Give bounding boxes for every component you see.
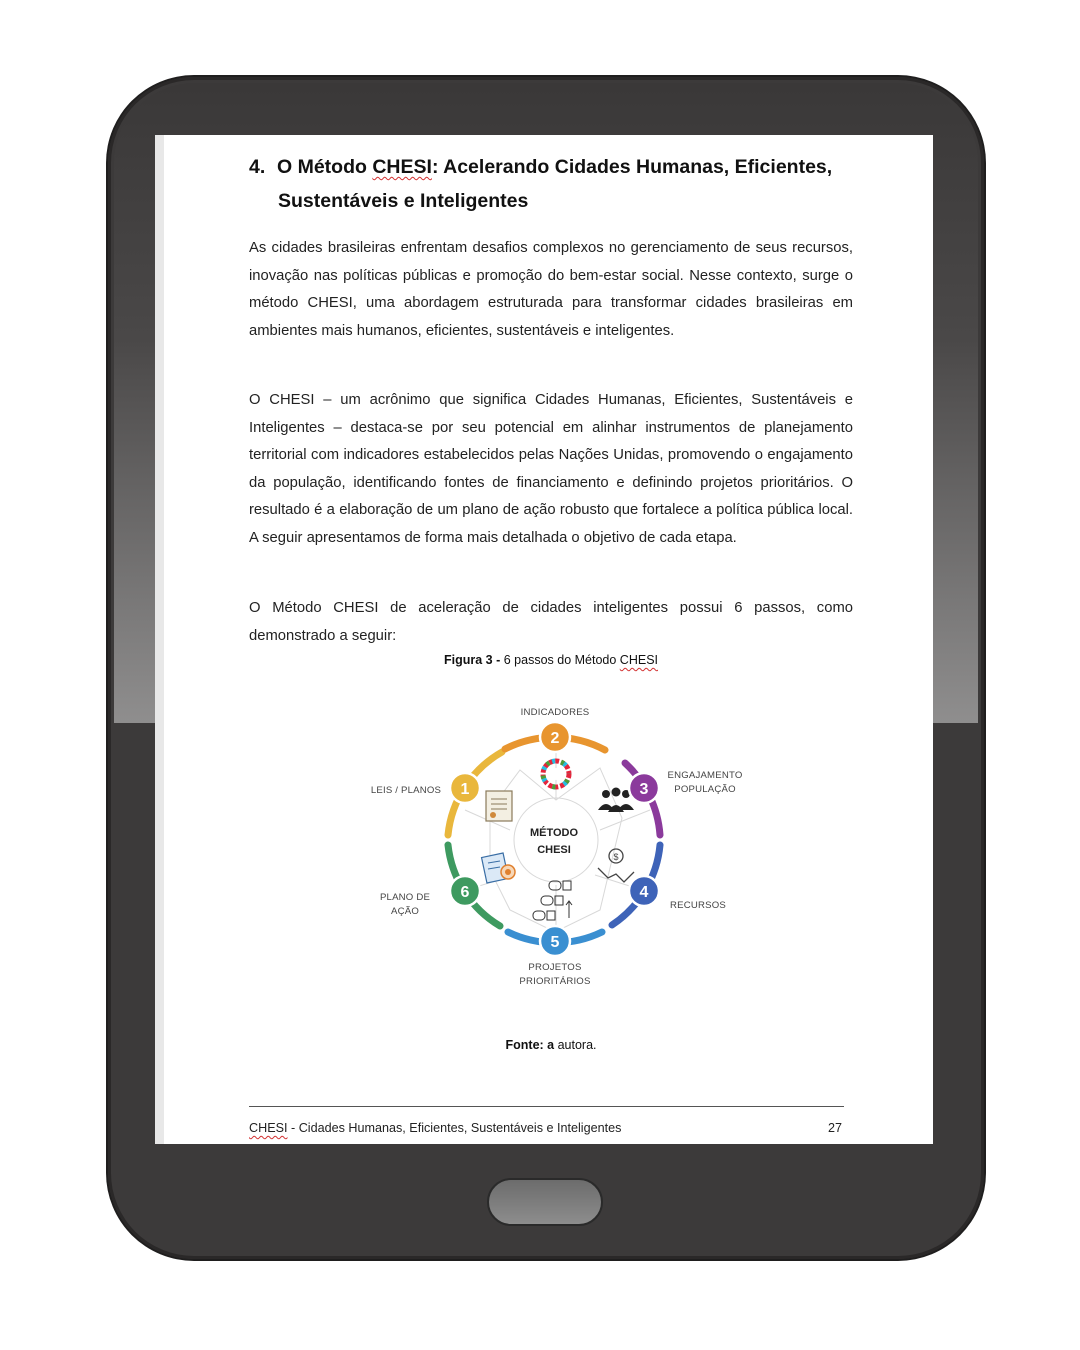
svg-text:$: $ xyxy=(613,852,619,862)
diagram-center-subtitle: CHESI xyxy=(537,844,571,856)
figure-caption-label: Figura 3 - xyxy=(444,653,501,667)
figure-source-text: autora. xyxy=(554,1038,597,1052)
figure-caption-spellcheck-word: CHESI xyxy=(619,653,658,667)
figure-source xyxy=(249,1038,853,1052)
footer-title xyxy=(249,1121,621,1135)
step-badge-3 xyxy=(629,773,659,803)
paragraph-3: O Método CHESI de aceleração de cidades inteligentes possui 6 passos, como demonstrado a seguir: xyxy=(249,600,853,644)
svg-text:3: 3 xyxy=(639,781,649,798)
figure-caption xyxy=(249,653,853,667)
heading-spellcheck-word: CHESI xyxy=(372,156,432,178)
footer-spellcheck-word: CHESI xyxy=(249,1121,288,1135)
checklist-target-icon xyxy=(482,853,515,883)
step-badge-5 xyxy=(540,926,570,956)
step-label-3-line2: POPULAÇÃO xyxy=(674,784,736,795)
priority-list-icon xyxy=(533,881,572,920)
step-label-4: RECURSOS xyxy=(670,900,726,911)
chesi-method-diagram xyxy=(360,700,760,1000)
page-number: 27 xyxy=(828,1121,843,1135)
step-label-3-line1: ENGAJAMENTO xyxy=(667,770,743,781)
heading-line-2: Sustentáveis e Inteligentes xyxy=(278,190,529,212)
step-label-1: LEIS / PLANOS xyxy=(370,785,442,796)
section-number: 4. xyxy=(249,156,266,178)
svg-text:6: 6 xyxy=(460,884,470,901)
footer-title-text: - Cidades Humanas, Eficientes, Sustentáveis e Inteligentes xyxy=(287,1121,622,1135)
svg-text:4: 4 xyxy=(639,884,649,901)
figure-caption-text: 6 passos do Método xyxy=(500,653,620,667)
svg-text:1: 1 xyxy=(460,781,470,798)
step-badge-2 xyxy=(540,722,570,752)
heading-text-post: : Acelerando Cidades Humanas, Eficientes, xyxy=(431,156,833,178)
step-label-5-line2: PRIORITÁRIOS xyxy=(519,976,591,987)
figure-source-label: Fonte: a xyxy=(505,1038,555,1052)
step-label-6-line2: AÇÃO xyxy=(391,906,419,917)
screen-edge xyxy=(155,135,164,1144)
step-badge-4 xyxy=(629,876,659,906)
ring-arcs xyxy=(448,737,660,943)
paragraph-2: O CHESI – um acrônimo que significa Cidades Humanas, Eficientes, Sustentáveis e Inteligentes – destaca-se por seu potencial em alinhar instrumentos de planejamento territorial com indicadores estabelecidos pelas Nações Unidas, promovendo o engajamento da população, identificando fontes de financiamento e definindo projetos prioritários. O resultado é a elaboração de um plano de ação robusto que fortalece a política pública local. A seguir apresentamos de forma mais detalhada o objetivo de cada etapa. xyxy=(249,392,853,546)
svg-text:2: 2 xyxy=(550,730,560,747)
diagram-center-title: MÉTODO xyxy=(529,827,579,839)
step-badge-6 xyxy=(450,876,480,906)
step-label-6-line1: PLANO DE xyxy=(379,892,431,903)
step-badge-1 xyxy=(450,773,480,803)
handshake-money-icon xyxy=(598,849,634,882)
heading-text-pre: O Método xyxy=(277,156,373,178)
footer-divider xyxy=(249,1106,844,1107)
document-icon xyxy=(486,791,512,821)
step-label-2: INDICADORES xyxy=(520,707,590,718)
step-label-5-line1: PROJETOS xyxy=(528,962,582,973)
home-button[interactable] xyxy=(487,1178,603,1226)
svg-text:5: 5 xyxy=(550,934,560,951)
paragraph-1: As cidades brasileiras enfrentam desafios complexos no gerenciamento de seus recursos, inovação nas políticas públicas e promoção do bem-estar social. Nesse contexto, surge o método CHESI, uma abordagem estruturada para transformar cidades brasileiras em ambientes mais humanos, eficientes, sustentáveis e inteligentes. xyxy=(249,240,853,339)
section-heading xyxy=(249,150,853,218)
